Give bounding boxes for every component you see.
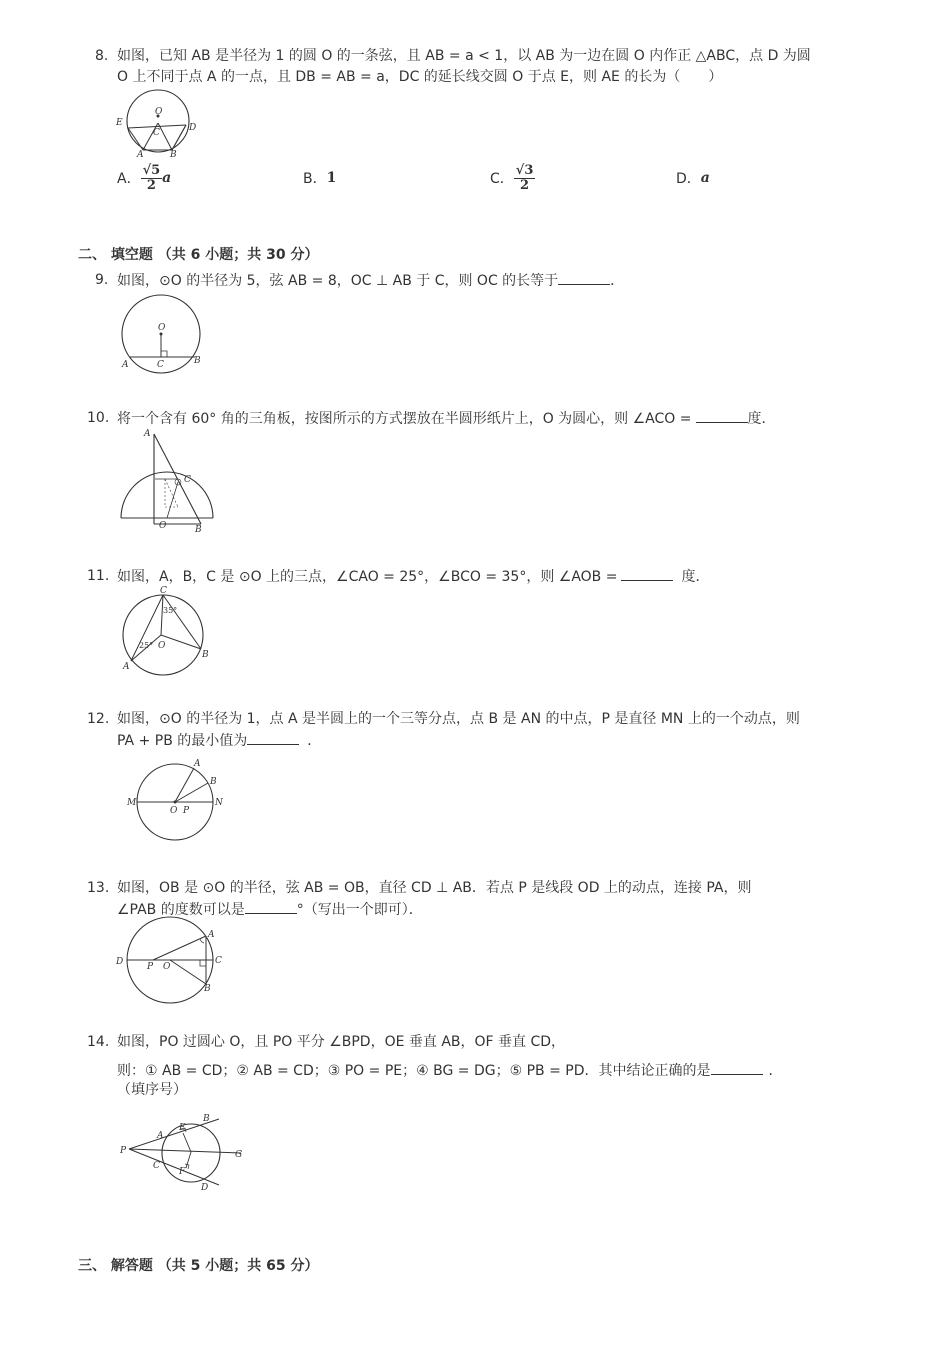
q11-label-c: C	[160, 586, 167, 596]
q12-text-line2-body: PA + PB 的最小值为	[117, 733, 248, 749]
q13-text-line2-body: ∠PAB 的度数可以是	[117, 902, 245, 918]
q8-option-a-tail: a	[162, 170, 172, 186]
q8-option-a-numerator: √5	[142, 162, 161, 178]
q12-number: 12.	[87, 711, 110, 727]
q8-option-a[interactable]	[117, 160, 171, 196]
q8-option-c[interactable]	[490, 160, 535, 196]
q12-text-tail: ．	[307, 733, 322, 749]
q11-text-tail: 度．	[681, 569, 710, 585]
q8-option-a-fraction	[141, 164, 163, 193]
q8-figure	[110, 85, 202, 160]
q14-text-tail: ．	[768, 1063, 783, 1079]
q8-option-c-denominator: 2	[520, 177, 530, 193]
q13-figure	[113, 916, 225, 1006]
q9-label-c: C	[157, 360, 164, 370]
q8-label-c: C	[153, 128, 160, 138]
q14-answer-blank[interactable]	[711, 1060, 763, 1075]
q14-text-line3: （填序号）	[117, 1082, 187, 1098]
q11-label-b: B	[202, 650, 209, 660]
q9-label-b: B	[194, 356, 201, 366]
q8-text-line1: 如图，已知 AB 是半径为 1 的圆 O 的一条弦，且 AB = a < 1，以 AB 为一边在圆 O 内作正 △ABC，点 D 为圆	[117, 48, 811, 64]
q10-number: 10.	[87, 410, 110, 426]
q14-label-f: F	[179, 1167, 186, 1177]
q8-text-line2: O 上不同于点 A 的一点，且 DB = AB = a，DC 的延长线交圆 O 于点 E，则 AE 的长为（ ）	[117, 69, 723, 85]
q8-label-e: E	[116, 118, 123, 128]
q11-label-o: O	[158, 641, 166, 651]
q12-label-o: O	[170, 806, 178, 816]
q10-label-c: C	[184, 475, 191, 485]
q14-label-a: A	[157, 1131, 164, 1141]
q8-option-d-label: D．	[676, 171, 701, 187]
q14-number: 14.	[87, 1034, 110, 1050]
q8-label-o: O	[155, 107, 163, 117]
q11-label-a: A	[123, 662, 130, 672]
q9-number: 9.	[95, 272, 109, 288]
q8-option-d[interactable]	[676, 160, 710, 196]
q14-label-b: B	[203, 1114, 210, 1124]
q13-label-o: O	[163, 962, 171, 972]
q8-option-d-value: a	[700, 170, 710, 186]
q14-label-d: D	[201, 1183, 209, 1193]
q8-option-b[interactable]	[303, 160, 336, 196]
q9-text	[117, 270, 624, 291]
q14-figure	[115, 1110, 250, 1194]
q9-answer-blank[interactable]	[558, 270, 610, 285]
q12-label-p: P	[183, 806, 190, 816]
q12-text-line1: 如图，⊙O 的半径为 1，点 A 是半圆上的一个三等分点，点 B 是 AN 的中点，P 是直径 MN 上的一个动点，则	[117, 711, 800, 727]
q13-answer-blank[interactable]	[245, 899, 297, 914]
q12-text-line2	[117, 730, 321, 751]
q13-label-a: A	[208, 930, 215, 940]
q14-label-c: C	[153, 1161, 160, 1171]
q8-number: 8.	[95, 48, 109, 64]
q14-label-e: E	[179, 1123, 186, 1133]
q14-text-line2	[117, 1060, 783, 1081]
q8-label-a: A	[137, 150, 144, 160]
q12-answer-blank[interactable]	[247, 730, 299, 745]
q10-figure	[115, 424, 215, 536]
q14-label-g: G	[235, 1150, 243, 1160]
q11-answer-blank[interactable]	[621, 566, 673, 581]
q13-label-p: P	[147, 962, 154, 972]
q8-option-c-fraction	[514, 164, 536, 193]
section-2-heading: 二、 填空题 （共 6 小题；共 30 分）	[78, 247, 319, 263]
q9-label-a: A	[122, 360, 129, 370]
q8-option-a-denominator: 2	[146, 177, 156, 193]
q9-text-body: 如图，⊙O 的半径为 5，弦 AB = 8，OC ⊥ AB 于 C，则 OC 的长等于	[117, 273, 559, 289]
q9-figure	[112, 290, 212, 376]
q12-label-a: A	[194, 759, 201, 769]
q8-label-d: D	[189, 123, 197, 133]
q11-angle-25: 25°	[139, 641, 154, 650]
q9-label-o: O	[158, 323, 166, 333]
q11-text-body: 如图，A，B，C 是 ⊙O 上的三点，∠CAO = 25°，∠BCO = 35°，则 ∠AOB =	[117, 569, 618, 585]
q8-option-b-label: B．	[303, 171, 327, 187]
q12-figure	[124, 756, 228, 846]
q10-text-tail: 度．	[747, 411, 776, 427]
q8-option-c-numerator: √3	[515, 162, 534, 178]
q8-option-c-label: C．	[490, 171, 514, 187]
q13-text-line1: 如图，OB 是 ⊙O 的半径，弦 AB = OB，直径 CD ⊥ AB．若点 P 是线段 OD 上的动点，连接 PA，则	[117, 880, 752, 896]
q11-figure	[113, 583, 213, 678]
q12-label-n: N	[215, 798, 223, 808]
q13-number: 13.	[87, 880, 110, 896]
q11-angle-35: 35°	[163, 606, 178, 615]
q14-text-line2-body: 则：① AB = CD；② AB = CD；③ PO = PE；④ BG = DG；⑤ PB = PD．其中结论正确的是	[117, 1063, 711, 1079]
q9-text-tail: ．	[610, 273, 625, 289]
q13-label-c: C	[215, 956, 222, 966]
q12-label-m: M	[127, 798, 137, 808]
q10-text	[117, 408, 776, 429]
q10-answer-blank[interactable]	[696, 408, 748, 423]
q10-label-a: A	[144, 429, 151, 439]
q14-label-p: P	[120, 1146, 127, 1156]
q13-text-tail: °（写出一个即可）．	[296, 902, 423, 918]
q14-text-line1: 如图，PO 过圆心 O，且 PO 平分 ∠BPD，OE 垂直 AB，OF 垂直 CD，	[117, 1034, 566, 1050]
q8-option-a-label: A．	[117, 171, 141, 187]
q10-label-o: O	[159, 521, 167, 531]
q10-label-b: B	[195, 525, 202, 535]
q8-label-b: B	[170, 150, 177, 160]
q10-text-body: 将一个含有 60° 角的三角板，按图所示的方式摆放在半圆形纸片上，O 为圆心，则 ∠ACO =	[117, 411, 692, 427]
q11-number: 11.	[87, 568, 110, 584]
section-3-heading: 三、 解答题 （共 5 小题；共 65 分）	[78, 1258, 319, 1274]
q13-label-b: B	[204, 984, 211, 994]
q8-option-b-value: 1	[326, 170, 337, 186]
q12-label-b: B	[210, 777, 217, 787]
q13-label-d: D	[116, 957, 124, 967]
